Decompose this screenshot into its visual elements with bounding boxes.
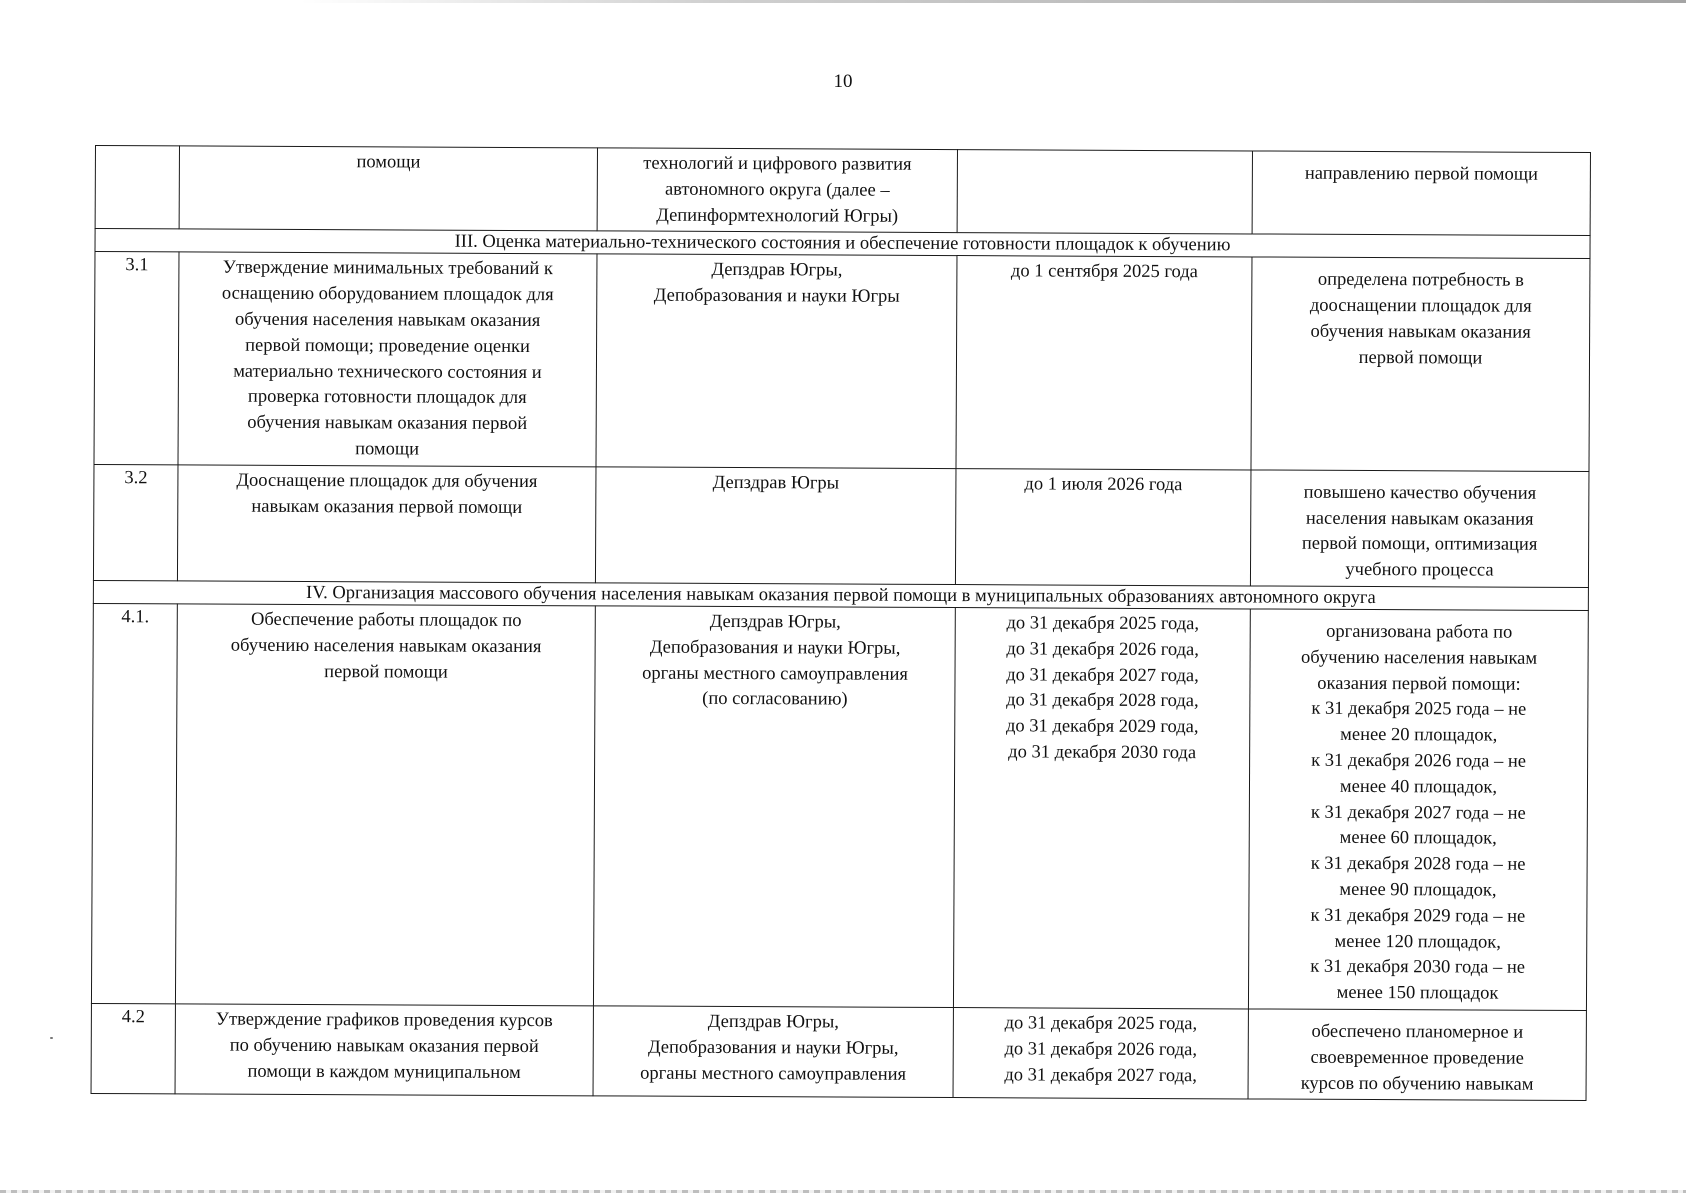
- table-row: [93, 464, 1589, 587]
- cell-executor: Депздрав Югры, Депобразования и науки Югры, органы местного самоуправления: [593, 1006, 953, 1098]
- cell-number: [95, 146, 179, 230]
- cell-executor: Депздрав Югры, Депобразования и науки Югры: [596, 254, 957, 468]
- cell-outcome: определена потребность в дооснащении площадок для обучения навыкам оказания первой помощи: [1251, 257, 1590, 471]
- cell-outcome: направлению первой помощи: [1252, 151, 1590, 236]
- cell-number: 3.2: [93, 464, 178, 581]
- table-row: [91, 1003, 1586, 1100]
- action-plan-table: [91, 145, 1591, 1101]
- cell-measure: помощи: [179, 146, 597, 231]
- cell-deadline: [957, 150, 1252, 235]
- cell-measure: Утверждение минимальных требований к оснащению оборудованием площадок для обучения населения навыкам оказания первой помощи; проведение оценки материально технического состояния и проверка готовности площадок для обучения навыкам оказания первой помощи: [178, 252, 597, 466]
- cell-executor: Депздрав Югры, Депобразования и науки Югры, органы местного самоуправления (по согласованию): [593, 606, 955, 1008]
- cell-number: 4.1.: [91, 603, 177, 1003]
- section-title: IV. Организация массового обучения населения навыкам оказания первой помощи в муниципальных образованиях автономного округа: [93, 580, 1588, 610]
- cell-measure: Утверждение графиков проведения курсов по обучению навыкам оказания первой помощи в каждом муниципальном: [175, 1004, 593, 1096]
- scan-edge-bottom: [0, 1190, 1686, 1193]
- cell-measure: Обеспечение работы площадок по обучению населения навыкам оказания первой помощи: [175, 604, 595, 1006]
- cell-number: 3.1: [94, 252, 179, 465]
- scan-edge-top: [300, 0, 1686, 3]
- cell-deadline: до 31 декабря 2025 года, до 31 декабря 2026 года, до 31 декабря 2027 года, до 31 декабря 2028 года, до 31 декабря 2029 года, до 31 декабря 2030 года: [953, 608, 1250, 1009]
- section-title: III. Оценка материально-технического состояния и обеспечение готовности площадок к обучению: [95, 229, 1590, 259]
- cell-number: 4.2: [91, 1003, 175, 1094]
- cell-outcome: организована работа по обучению населения навыкам оказания первой помощи: к 31 декабря 2025 года – не менее 20 площадок, к 31 декабря 2026 года – не менее 40 площадок, к 31 декабря 2027 года – не менее 60 площадок, к 31 декабря 2028 года – не менее 90 площадок, к 31 декабря 2029 года – не менее 120 площадок, к 31 декабря 2030 года – не менее 150 площадок: [1248, 609, 1588, 1011]
- cell-deadline: до 1 сентября 2025 года: [956, 256, 1252, 470]
- cell-outcome: повышено качество обучения населения навыкам оказания первой помощи, оптимизация учебного процесса: [1250, 470, 1589, 588]
- cell-deadline: до 31 декабря 2025 года, до 31 декабря 2026 года, до 31 декабря 2027 года,: [953, 1007, 1248, 1099]
- scan-speck: [50, 1037, 53, 1039]
- table-row-continuation: [95, 146, 1590, 236]
- cell-deadline: до 1 июля 2026 года: [955, 468, 1251, 586]
- cell-measure: Дооснащение площадок для обучения навыкам оказания первой помощи: [177, 465, 596, 583]
- cell-outcome: обеспечено планомерное и своевременное проведение курсов по обучению навыкам: [1248, 1009, 1586, 1101]
- cell-executor: Депздрав Югры: [595, 467, 956, 585]
- cell-executor: технологий и цифрового развития автономного округа (далее – Депинформтехнологий Югры): [597, 148, 957, 233]
- page-number: 10: [833, 71, 853, 92]
- table-row: [94, 252, 1590, 471]
- table-row: [91, 603, 1588, 1010]
